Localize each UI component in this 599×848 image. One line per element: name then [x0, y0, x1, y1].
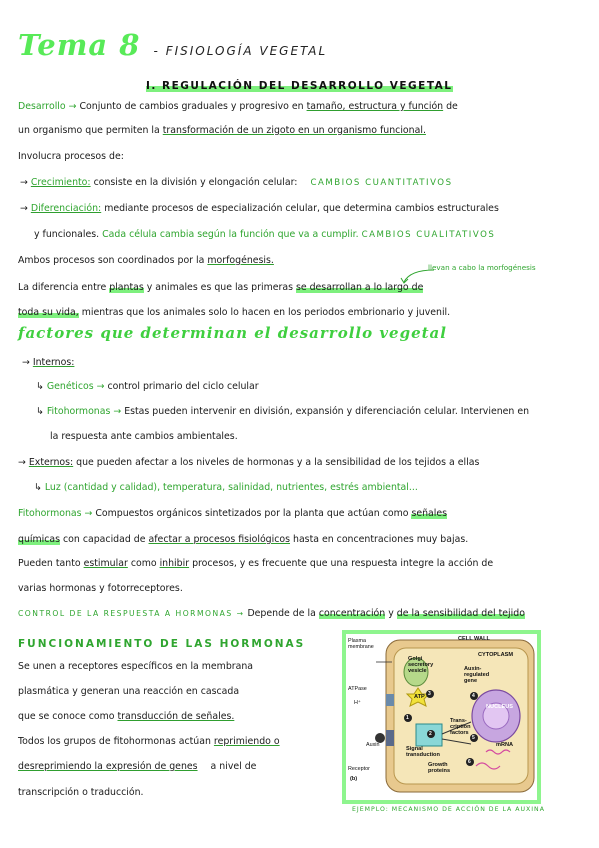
crecimiento-caps: CAMBIOS CUANTITATIVOS [310, 178, 453, 188]
func-text-6: transcripción o traducción. [18, 787, 144, 798]
golgi-text: Golgi secretory vesicle [408, 656, 434, 674]
mrna-label [496, 742, 513, 748]
func-text-3: que se conoce como [18, 711, 115, 722]
fito-def-text-1: Compuestos orgánicos sintetizados por la planta que actúan como [95, 508, 409, 519]
diferenciacion-text-3: Cada célula cambia según la función que va a cumplir. [102, 229, 359, 240]
hook-arrow: ↳ [36, 381, 44, 392]
control-and: y [388, 608, 394, 619]
geneticos-line [36, 381, 259, 393]
geneticos-text: control primario del ciclo celular [107, 381, 259, 392]
fitohormonas-line-2 [50, 431, 238, 443]
morfogenesis-note [428, 263, 536, 272]
factores-heading-text: factores que determinan el desarrollo vegetal [18, 324, 447, 342]
step-2-text: 2 [429, 731, 432, 737]
cell-wall-text: CELL WALL [458, 636, 490, 642]
diferencia-highlight-2: toda su vida, [18, 307, 79, 318]
diferenciacion-text-2: y funcionales. [34, 229, 100, 240]
involucra-text: Involucra procesos de: [18, 151, 124, 162]
auxin-diagram [346, 634, 537, 800]
plantas-word: plantas [109, 282, 144, 293]
diferenciacion-caps: CAMBIOS CUALITATIVOS [361, 230, 496, 240]
bullet-arrow: → [20, 203, 28, 214]
nucleus-text: NUCLEUS [486, 704, 514, 710]
step-1-text: 1 [406, 715, 409, 721]
receptor-label [348, 766, 370, 772]
involucra-line [18, 151, 124, 163]
bullet-arrow: → [18, 457, 26, 468]
morfogenesis-note-text: llevan a cabo la morfogénesis [428, 263, 536, 272]
diferenciacion-line-1 [20, 203, 499, 215]
golgi-label [408, 656, 440, 674]
crecimiento-line [20, 177, 453, 189]
h-text: H⁺ [354, 700, 361, 706]
diferencia-line-1 [18, 282, 423, 294]
step-4-text: 4 [472, 693, 475, 699]
section-heading [146, 74, 453, 93]
fitohormonas-text-2: la respuesta ante cambios ambientales. [50, 431, 238, 442]
fitohormonas-text-1: Estas pueden intervenir en división, expansión y diferenciación celular. Intervienen en [124, 406, 530, 417]
func-text-1: Se unen a receptores específicos en la membrana [18, 661, 254, 672]
estimular-word: estimular [83, 558, 128, 569]
externos-label: Externos: [28, 457, 74, 468]
b-label [350, 776, 357, 782]
cell-wall-label [458, 636, 490, 642]
desarrollo-transformation: transformación de un zigoto en un organismo funcional. [162, 125, 426, 136]
transcription-label [450, 718, 476, 736]
diferenciacion-label: Diferenciación: [30, 203, 102, 214]
inhibir-word: inhibir [159, 558, 190, 569]
control-text: Depende de la [247, 608, 316, 619]
cytoplasm-text: CYTOPLASM [478, 652, 514, 658]
factores-heading [18, 323, 447, 342]
step-4 [472, 693, 475, 699]
h-label [354, 700, 361, 706]
desarrollo-text-2: de [446, 101, 458, 112]
func-line-2 [18, 686, 239, 698]
diferencia-text-3: mientras que los animales solo lo hacen en los periodos embrionario y juvenil. [81, 307, 451, 318]
ambos-text: Ambos procesos son coordinados por la [18, 255, 205, 266]
atp-label [414, 694, 425, 700]
step-6 [468, 759, 471, 765]
desarrollo-text-3: un organismo que permiten la [18, 125, 160, 136]
diferencia-text-1: La diferencia entre [18, 282, 107, 293]
step-1 [406, 715, 409, 721]
auxin-figure [342, 630, 541, 804]
step-2 [429, 731, 432, 737]
func-text-5: a nivel de [210, 761, 257, 772]
desarrollo-text-1: Conjunto de cambios graduales y progresivo en [79, 101, 304, 112]
growth-label [428, 762, 458, 774]
step-3-text: 3 [428, 691, 431, 697]
step-6-text: 6 [468, 759, 471, 765]
growth-text: Growth proteins [428, 762, 451, 774]
geneticos-label: Genéticos → [46, 381, 105, 392]
fito-def-line-3 [18, 558, 493, 570]
func-line-1 [18, 661, 253, 673]
figure-caption [352, 806, 545, 813]
luz-line [34, 482, 418, 494]
plasma-membrane-label [348, 638, 378, 650]
func-line-4 [18, 736, 280, 748]
transduccion-words: transducción de señales. [117, 711, 235, 722]
desarrollo-label: Desarrollo → [18, 101, 77, 112]
diferenciacion-line-2 [34, 229, 495, 241]
diferencia-text-2: y animales es que las primeras [146, 282, 293, 293]
desarrollo-line-2 [18, 125, 426, 137]
crecimiento-text: consiste en la división y elongación celular: [93, 177, 298, 188]
fito-def-text-5: como [130, 558, 157, 569]
reprimiendo-words: reprimiendo o [213, 736, 280, 747]
step-3 [428, 691, 431, 697]
morfogenesis-word: morfogénesis. [207, 255, 274, 266]
step-5-text: 5 [472, 735, 475, 741]
fitohormonas-label: Fitohormonas → [46, 406, 122, 417]
auxin-label [366, 742, 380, 748]
signal-label [406, 746, 446, 758]
title-subject: - FISIOLOGÍA VEGETAL [153, 44, 328, 58]
mrna-text: mRNA [496, 742, 514, 748]
func-line-5 [18, 761, 256, 773]
desreprimiendo-words: desreprimiendo la expresión de genes [18, 761, 198, 772]
funcionamiento-title: FUNCIONAMIENTO DE LAS HORMONAS [18, 638, 306, 650]
receptor-text: Receptor [348, 766, 370, 772]
atpase-text: ATPase [348, 686, 367, 692]
ambos-line [18, 255, 274, 267]
funcionamiento-heading [18, 632, 305, 651]
func-line-6 [18, 787, 144, 799]
page-title [18, 28, 327, 62]
transcription-text: Trans-cription factors [450, 718, 471, 736]
internos-line [22, 357, 74, 369]
fito-def-text-3: hasta en concentraciones muy bajas. [293, 534, 469, 545]
section-heading-text: I. REGULACIÓN DEL DESARROLLO VEGETAL [146, 80, 453, 92]
fito-def-text-4: Pueden tanto [18, 558, 81, 569]
diferenciacion-text-1: mediante procesos de especialización celular, que determina cambios estructurales [104, 203, 499, 214]
fito-def-line-2 [18, 534, 468, 546]
fito-def-label: Fitohormonas → [18, 508, 93, 519]
diferencia-line-2 [18, 307, 450, 319]
func-line-3 [18, 711, 234, 723]
concentracion-word: concentración [318, 608, 386, 619]
quimicas-word: químicas [18, 534, 61, 545]
fito-def-line-1 [18, 508, 447, 520]
bullet-arrow: → [22, 357, 30, 368]
func-text-2: plasmática y generan una reacción en cascada [18, 686, 240, 697]
internos-label: Internos: [32, 357, 75, 368]
step-5 [472, 735, 475, 741]
atpase-label [348, 686, 367, 692]
control-line [18, 608, 525, 620]
figure-caption-text: EJEMPLO: MECANISMO DE ACCIÓN DE LA AUXINA [352, 806, 545, 813]
crecimiento-label: Crecimiento: [30, 177, 91, 188]
fito-def-text-2: con capacidad de [63, 534, 146, 545]
title-tema: Tema 8 [18, 28, 141, 62]
senales-word: señales [411, 508, 448, 519]
desarrollo-keywords: tamaño, estructura y función [306, 101, 444, 112]
atp-text: ATP [414, 694, 425, 700]
sensibilidad-words: de la sensibilidad del tejido [396, 608, 525, 619]
fito-def-text-7: varias hormonas y fotorreceptores. [18, 583, 183, 594]
externos-text: que pueden afectar a los niveles de hormonas y a la sensibilidad de los tejidos a ellas [76, 457, 480, 468]
bullet-arrow: → [20, 177, 28, 188]
control-caps: CONTROL DE LA RESPUESTA A HORMONAS → [18, 609, 245, 618]
fito-def-line-4 [18, 583, 183, 595]
plasma-membrane-text: Plasma membrane [348, 638, 374, 650]
signal-text: Signal transduction [406, 746, 440, 758]
fitohormonas-line-1 [36, 406, 529, 418]
auxin-gene-label [464, 666, 494, 684]
fito-def-text-6: procesos, y es frecuente que una respuesta integre la acción de [192, 558, 494, 569]
hook-arrow: ↳ [34, 482, 42, 493]
hook-arrow: ↳ [36, 406, 44, 417]
luz-text: Luz (cantidad y calidad), temperatura, salinidad, nutrientes, estrés ambiental... [44, 482, 418, 493]
func-text-4: Todos los grupos de fitohormonas actúan [18, 736, 211, 747]
externos-line [18, 457, 479, 469]
cytoplasm-label [478, 652, 513, 658]
b-text: (b) [350, 776, 358, 782]
nucleus-label [486, 704, 513, 710]
diferencia-highlight-1: se desarrollan a lo largo de [295, 282, 424, 293]
afectar-procesos: afectar a procesos fisiológicos [148, 534, 291, 545]
desarrollo-line-1 [18, 101, 458, 113]
auxin-text: Auxin [366, 742, 380, 748]
auxin-gene-text: Auxin-regulated gene [464, 666, 490, 684]
